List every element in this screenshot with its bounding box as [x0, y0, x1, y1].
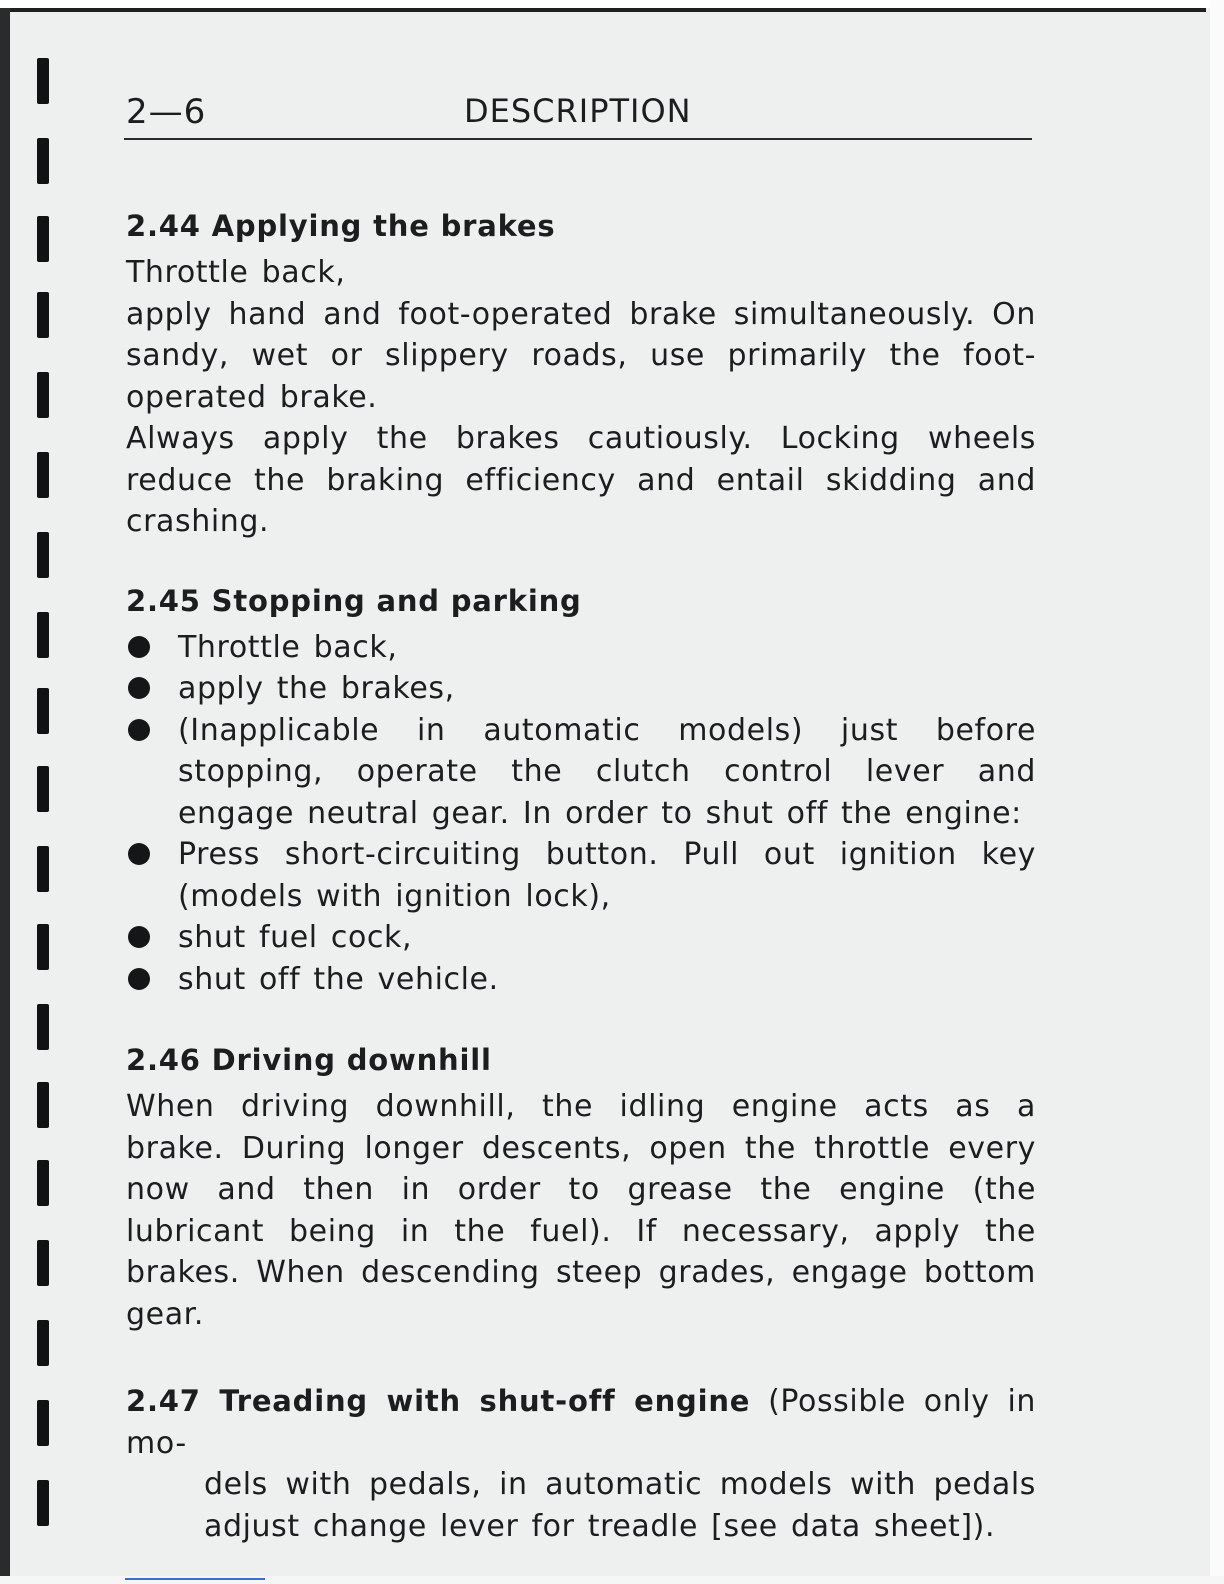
- list-item: [126, 710, 1036, 835]
- list-item-text: Press short-circuiting button. Pull out ignition key (models with ignition lock),: [178, 837, 1036, 914]
- list-item: [126, 668, 1036, 710]
- list-item: [126, 959, 1036, 1001]
- page-title: DESCRIPTION: [464, 92, 692, 130]
- binding-hole: [37, 1082, 49, 1128]
- list-item-text: Throttle back,: [178, 629, 398, 665]
- binding-hole: [37, 766, 49, 812]
- list-item-text: shut off the vehicle.: [178, 961, 499, 997]
- page-header: [124, 90, 1032, 140]
- binding-hole: [37, 1160, 49, 1206]
- binding-hole: [37, 1480, 49, 1526]
- binding-hole: [37, 372, 49, 418]
- section-heading: 2.44 Applying the brakes: [126, 209, 556, 243]
- bullet-icon: [128, 926, 150, 948]
- section-rest-text: dels with pedals, in automatic models with pedals adjust change lever for treadle [see data sheet]).: [204, 1467, 1036, 1544]
- paragraph: When driving downhill, the idling engine acts as a brake. During longer descents, open the throttle every now and then in order to grease the engine (the lubricant being in the fuel). If necessary, apply the brakes. When descending steep grades, engage bottom gear.: [126, 1089, 1036, 1332]
- list-item: [126, 917, 1036, 959]
- bullet-icon: [128, 968, 150, 990]
- section-heading: 2.45 Stopping and parking: [126, 583, 582, 618]
- section-lead-text: (Possible only in mo-: [126, 1384, 1036, 1461]
- binding-hole: [37, 452, 49, 498]
- list-item: [126, 834, 1036, 917]
- scan-right-edge: [1210, 0, 1224, 1584]
- page-content: [126, 206, 1036, 1547]
- section-treading-shut-off-engine: [126, 1381, 1036, 1547]
- bullet-icon: [128, 843, 150, 865]
- list-item-text: (Inapplicable in automatic models) just before stopping, operate the clutch control lever and engage neutral gear. In order to shut off the engine:: [178, 712, 1036, 831]
- section-stopping-parking: [126, 581, 1036, 1001]
- list-item-text: apply the brakes,: [178, 671, 455, 706]
- binding-hole: [37, 216, 49, 262]
- scan-top-edge: [0, 0, 1224, 8]
- binding-hole: [37, 924, 49, 970]
- paragraph: Always apply the brakes cautiously. Locking wheels reduce the braking efficiency and entail skidding and crashing.: [126, 421, 1036, 539]
- list-item: [126, 627, 1036, 669]
- binding-hole: [37, 1240, 49, 1286]
- binding-hole: [37, 138, 49, 184]
- section-heading: 2.46 Driving downhill: [126, 1043, 492, 1077]
- bullet-icon: [128, 719, 150, 741]
- binding-hole: [37, 292, 49, 338]
- binding-hole: [37, 1004, 49, 1050]
- section-driving-downhill: [126, 1040, 1036, 1335]
- binding-hole: [37, 1400, 49, 1446]
- section-heading: 2.47 Treading with shut-off engine: [126, 1384, 751, 1418]
- binding-hole: [37, 1320, 49, 1366]
- section-applying-brakes: [126, 206, 1036, 543]
- section-lead-line: [126, 1381, 1036, 1464]
- scan-bottom-mark: [125, 1578, 265, 1580]
- page-number: 2—6: [126, 92, 207, 132]
- list-item-text: shut fuel cock,: [178, 920, 413, 955]
- scan-top-line: [0, 8, 1206, 12]
- paragraph: Throttle back,: [126, 255, 346, 290]
- binding-hole: [37, 688, 49, 734]
- binding-hole: [37, 532, 49, 578]
- binding-hole: [37, 58, 49, 104]
- bullet-icon: [128, 636, 150, 658]
- binding-hole: [37, 612, 49, 658]
- paragraph: apply hand and foot-operated brake simultaneously. On sandy, wet or slippery roads, use primarily the foot-operated brake.: [126, 296, 1036, 415]
- bullet-icon: [128, 677, 150, 699]
- scan-left-edge: [0, 8, 10, 1584]
- binding-holes: [37, 0, 51, 1584]
- bullet-list: [126, 627, 1036, 1001]
- binding-hole: [37, 846, 49, 892]
